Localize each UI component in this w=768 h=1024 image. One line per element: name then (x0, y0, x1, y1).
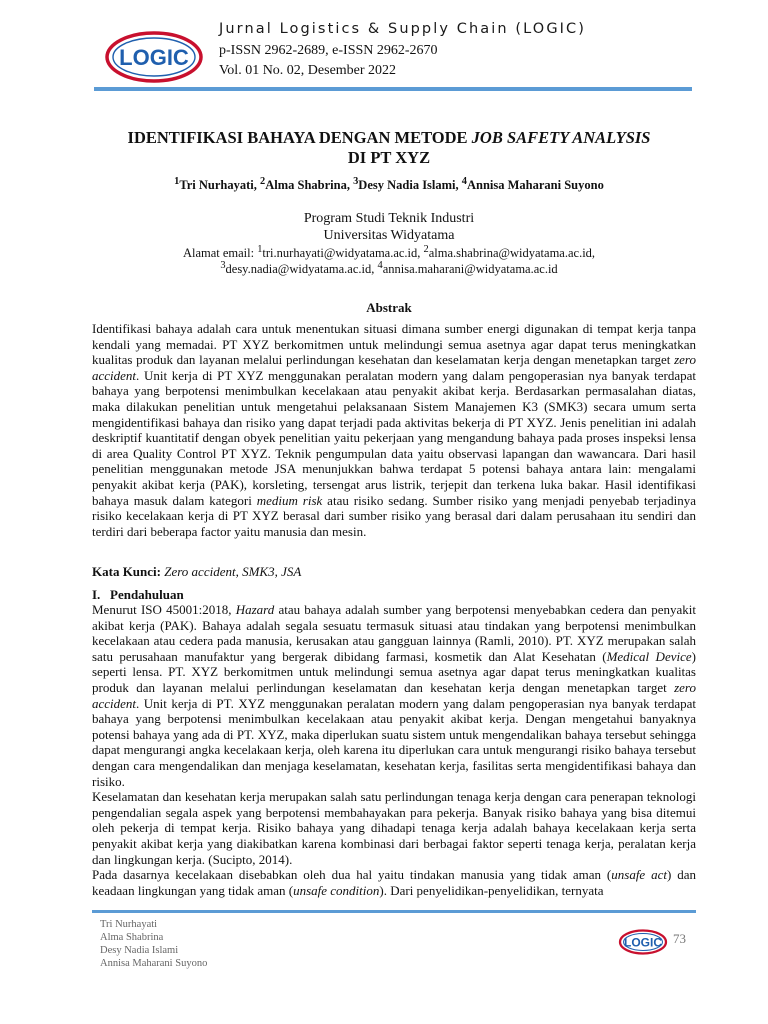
author-name: Desy Nadia Islami (358, 178, 456, 193)
issn-line: p-ISSN 2962-2689, e-ISSN 2962-2670 (219, 43, 438, 58)
footer-author: Alma Shabrina (100, 932, 164, 943)
svg-text:LOGIC: LOGIC (119, 45, 189, 70)
footer-author-list (100, 918, 207, 970)
svg-text:LOGIC: LOGIC (624, 935, 662, 950)
affiliation-program: Program Studi Teknik Industri (303, 211, 475, 226)
page-number: 73 (673, 931, 686, 946)
footer-author: Annisa Maharani Suyono (100, 958, 208, 969)
author-name: Tri Nurhayati (179, 178, 254, 193)
logic-logo-icon (618, 928, 668, 956)
paragraph: Pada dasarnya kecelakaan disebabkan oleh dua hal yaitu tindakan manusia yang tidak aman (unsafe act) dan keadaan lingkungan yang tidak aman (unsafe condition). Dari penyelidikan-penyelidikan, ternyata (92, 867, 697, 898)
article-title: IDENTIFIKASI BAHAYA DENGAN METODE JOB SAFETY ANALYSIS DI PT XYZ (127, 128, 651, 167)
paragraph: Menurut ISO 45001:2018, Hazard atau bahaya adalah sumber yang berpotensi menyebabkan cedera dan penyakit akibat kerja (PAK). Bahaya adalah segala sesuatu termasuk situasi atau tindakan yang berpotensi menimbulkan kecelakaan atau cedera pada manusia, kerusakan atau gangguan lainnya (Ramli, 2010). PT. XYZ merupakan salah satu perusahaan manufaktur yang bergerak dibidang farmasi, kosmetik dan Alat Kesehatan (Medical Device) seperti lensa. PT. XYZ berkomitmen untuk melindungi semua asetnya agar dapat terus meningkatkan kualitas produk dan layanan melalui perlindungan keselamatan dan kesehatan kerja dengan menetapkan target zero accident. Unit kerja di PT. XYZ menggunakan peralatan modern yang dalam pengoperasian nya banyak terdapat bahaya yang berpotensi menimbulkan kecelakaan atau penyakit akibat kerja. Dengan mengetahui banyaknya potensi bahaya yang ada di PT. XYZ, maka diperlukan suatu sistem untuk mengendalikan bahaya tersebut sehingga dapat mengurangi angka kecelakaan kerja, oleh karena itu diperlukan cara untuk mengurangi risiko bahaya tersebut dengan cara mengendalikan dan menjaga keselamatan, kesehatan kerja, fasilitas serta mengidentifikasi bahaya dan risiko. (92, 602, 696, 789)
abstract-body: Identifikasi bahaya adalah cara untuk menentukan situasi dimana sumber energi digunakan di tempat kerja tanpa kendali yang memadai. PT XYZ berkomitmen untuk melindungi semua asetnya agar dapat terus meningkatkan kualitas produk dan layanan melalui perlindungan kesehatan dan keselamatan kerja dengan menetapkan target zero accident. Unit kerja di PT XYZ menggunakan peralatan modern yang dalam pengoperasian nya banyak terdapat bahaya yang berpotensi menimbulkan kecelakaan atau penyakit akibat kerja. Berdasarkan permasalahan diatas, maka dilakukan penelitian untuk mengetahui pelaksanaan Sistem Manajemen K3 (SMK3) secara umum serta mengidentifikasi bahaya dan risiko yang dapat terjadi pada aktivitas bekerja di PT XYZ. Jenis penelitian ini adalah deskriptif kuantitatif dengan obyek penelitian yaitu pekerjaan yang mengandung bahaya pada proses inspeksi lensa di area Quality Control PT XYZ. Teknik pengumpulan data yaitu observasi lapangan dan wawancara. Dari hasil penelitian menggunakan metode JSA menunjukkan bahwa terdapat 5 potensi bahaya antara lain: mengalami penyakit akibat kerja (PAK), korsleting, tersengat arus listrik, terjepit dan terkena luka bakar. Hasil identifikasi bahaya masuk dalam kategori medium risk atau risiko sedang. Sumber risiko yang menjadi penyebab terjadinya risiko kecelakaan kerja di PT XYZ berasal dari sumber risiko yang berasal dari dalam perusahaan itu sendiri dan terdiri dari beberapa factor yaitu manusia dan mesin. (92, 321, 696, 539)
journal-logo (104, 30, 204, 84)
footer-logo (618, 928, 668, 956)
affiliation-university: Universitas Widyatama (323, 228, 455, 243)
footer-author: Tri Nurhayati (100, 919, 158, 930)
logic-logo-icon (104, 30, 204, 84)
email-address[interactable]: tri.nurhayati@widyatama.ac.id (262, 246, 418, 261)
email-line-1: Alamat email: $^1$tri.nurhayati@widyatama.ac.id, $^2$alma.shabrina@widyatama.ac.id, (182, 244, 596, 261)
paragraph: Keselamatan dan kesehatan kerja merupakan salah satu perlindungan tenaga kerja dengan cara penerapan teknologi pengendalian segala aspek yang berpotensi membahayakan para pekerja. Banyak risiko bahaya yang bisa ditemui oleh pekerja di tempat kerja. Risiko bahaya yang dihadapi tenaga kerja adalah bahaya kecelakaan kerja serta penyakit akibat kerja yang diakibatkan karena kombinasi dari berbagai faktor seperti tenaga kerja, peralatan kerja dan lingkungan kerja. (Sucipto, 2014). (92, 789, 696, 867)
author-list: $^1$Tri Nurhayati, $^2$Alma Shabrina, $^3$Desy Nadia Islami, $^4$Annisa Maharani Suyono (174, 176, 604, 193)
section-heading: I. Pendahuluan (92, 587, 184, 602)
section-body (92, 602, 696, 898)
header-divider (94, 87, 692, 91)
keywords (92, 564, 696, 580)
author-name: Alma Shabrina (265, 178, 347, 193)
email-address[interactable]: alma.shabrina@widyatama.ac.id (428, 246, 592, 261)
journal-header (0, 0, 768, 96)
keywords-value: Zero accident, SMK3, JSA (164, 564, 302, 579)
journal-title: Jurnal Logistics & Supply Chain (LOGIC) (219, 21, 587, 37)
volume-line: Vol. 01 No. 02, Desember 2022 (219, 63, 397, 78)
abstract-heading: Abstrak (366, 300, 412, 315)
footer-divider (92, 910, 696, 913)
email-address[interactable]: annisa.maharani@widyatama.ac.id (382, 262, 558, 277)
keywords-label: Kata Kunci: (92, 564, 161, 579)
email-line-2: $^3$desy.nadia@widyatama.ac.id, $^4$annisa.maharani@widyatama.ac.id (220, 260, 558, 277)
author-name: Annisa Maharani Suyono (466, 178, 604, 193)
footer-author: Desy Nadia Islami (100, 945, 179, 956)
email-address[interactable]: desy.nadia@widyatama.ac.id (225, 262, 372, 277)
